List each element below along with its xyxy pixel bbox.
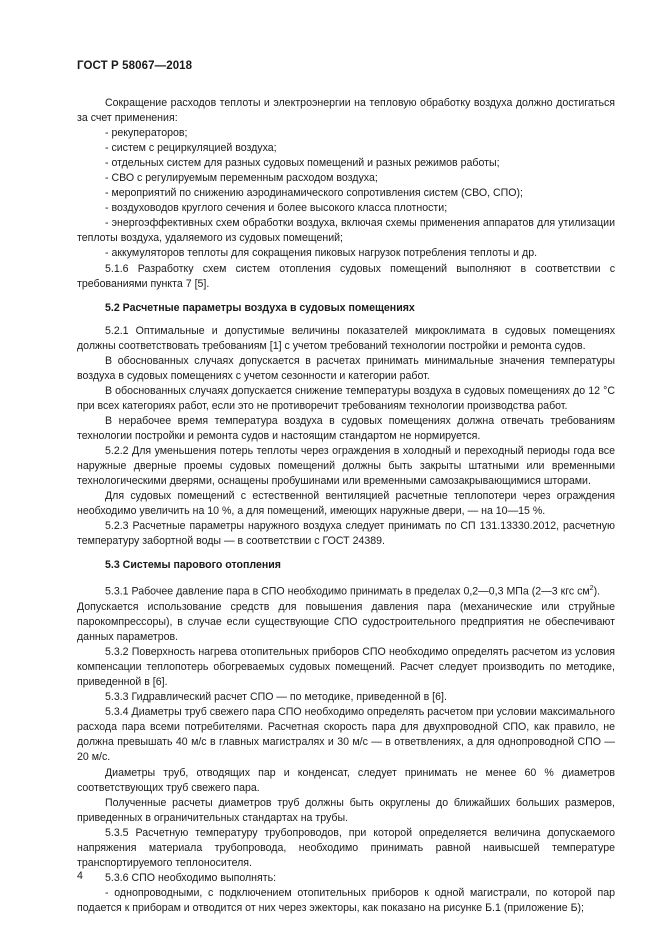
list-item: - аккумуляторов теплоты для сокращения пиковых нагрузок потребления теплоты и др. [105, 247, 538, 260]
paragraph: В обоснованных случаях допускается снижение температуры воздуха в судовых помещениях до 12 °С при всех категориях работ, если это не противоречит требованиям технологии производства работ. [77, 384, 615, 412]
paragraph: В нерабочее время температура воздуха в судовых помещениях должна отвечать требованиям технологии постройки и ремонта судов и настоящим стандартом не нормируется. [77, 414, 615, 442]
pressure-text-end: ). [593, 585, 601, 598]
intro-paragraph: Сокращение расходов теплоты и электроэнергии на тепловую обработку воздуха должно достигаться за счет применения: [77, 97, 615, 125]
paragraph-5-3-1 [77, 581, 615, 600]
list-item: - энергоэффективных схем обработки воздуха, включая схемы применения аппаратов для утилизации теплоты воздуха, удаляемого из судовых помещений; [77, 217, 615, 245]
section-heading-5-3: 5.3 Системы парового отопления [105, 559, 281, 572]
paragraph-5-1-6: 5.1.6 Разработку схем систем отопления судовых помещений выполняют в соответствии с требованиями пункта 7 [5]. [77, 262, 615, 290]
document-body [77, 96, 615, 916]
list-item: - воздуховодов круглого сечения и более высокого класса плотности; [105, 202, 448, 215]
paragraph: 5.3.5 Расчетную температуру трубопроводов, при которой определяется величина допускаемого напряжения материала трубопровода, необходимо принимать равной наивысшей температуре транспортируемого теплоносителя. [77, 826, 615, 869]
list-item: - СВО с регулируемым переменным расходом воздуха; [105, 172, 378, 185]
paragraph: 5.3.3 Гидравлический расчет СПО — по методике, приведенной в [6]. [105, 691, 447, 704]
paragraph: 5.3.4 Диаметры труб свежего пара СПО необходимо определять расчетом при условии максимального расхода пара всеми потребителями. Расчетная скорость пара для двухпроводной СПО, как правило, не должна превышать 40 м/с в главных магистралях и 30 м/с — в ответвлениях, а для однопроводной СПО — 20 м/с. [77, 706, 615, 764]
paragraph: В обоснованных случаях допускается в расчетах принимать минимальные значения температуры воздуха в судовых помещениях с учетом сезонности и категории работ. [77, 354, 615, 382]
paragraph: 5.2.2 Для уменьшения потерь теплоты через ограждения в холодный и переходный периоды года все наружные дверные проемы судовых помещений должны быть закрыты штатными или временными технологическими дверями, оснащены пробушинами или временными самозакрывающимися шторами. [77, 445, 615, 488]
list-item: - однопроводными, с подключением отопительных приборов к одной магистрали, по которой пар подается к приборам и отводится от них через эжекторы, как показано на рисунке Б.1 (приложение Б); [77, 886, 615, 914]
paragraph: 5.3.2 Поверхность нагрева отопительных приборов СПО необходимо определять расчетом из условия компенсации теплопотерь обогреваемых судовых помещений. Расчет следует производить по методике, приведенной в [6]. [77, 646, 615, 689]
paragraph: Диаметры труб, отводящих пар и конденсат, следует принимать не менее 60 % диаметров соответствующих труб свежего пара. [77, 766, 615, 794]
paragraph: 5.3.6 СПО необходимо выполнять: [105, 871, 277, 884]
list-item: - рекуператоров; [105, 127, 188, 140]
list-item: - мероприятий по снижению аэродинамического сопротивления систем (СВО, СПО); [105, 187, 523, 200]
document-header: ГОСТ Р 58067—2018 [77, 60, 193, 72]
list-item: - систем с рециркуляцией воздуха; [105, 142, 277, 155]
paragraph: Допускается использование средств для повышения давления пара (механические или струйные парокомпрессоры), в случае если существующие СПО судостроительного предприятия не обеспечивают данных параметров. [77, 600, 615, 644]
paragraph: Для судовых помещений с естественной вентиляцией расчетные теплопотери через ограждения необходимо увеличить на 10 %, а для помещений, имеющих наружные двери, — на 10—15 %. [77, 490, 615, 518]
paragraph: 5.2.1 Оптимальные и допустимые величины показателей микроклимата в судовых помещениях должны соответствовать требованиям [1] с учетом требований технологии постройки и ремонта судов. [77, 324, 615, 352]
section-heading-5-2: 5.2 Расчетные параметры воздуха в судовых помещениях [105, 301, 415, 314]
paragraph: Полученные расчеты диаметров труб должны быть округлены до ближайших больших размеров, приведенных в ограничительных стандартах на трубы. [77, 796, 615, 824]
list-item: - отдельных систем для разных судовых помещений и разных режимов работы; [105, 157, 500, 170]
pressure-text: 5.3.1 Рабочее давление пара в СПО необходимо принимать в пределах 0,2—0,3 МПа (2—3 кгс см [105, 585, 590, 598]
superscript: 2 [589, 585, 594, 593]
paragraph: 5.2.3 Расчетные параметры наружного воздуха следует принимать по СП 131.13330.2012, расчетную температуру забортной воды — в соответствии с ГОСТ 24389. [77, 520, 615, 548]
page-number: 4 [77, 870, 83, 882]
